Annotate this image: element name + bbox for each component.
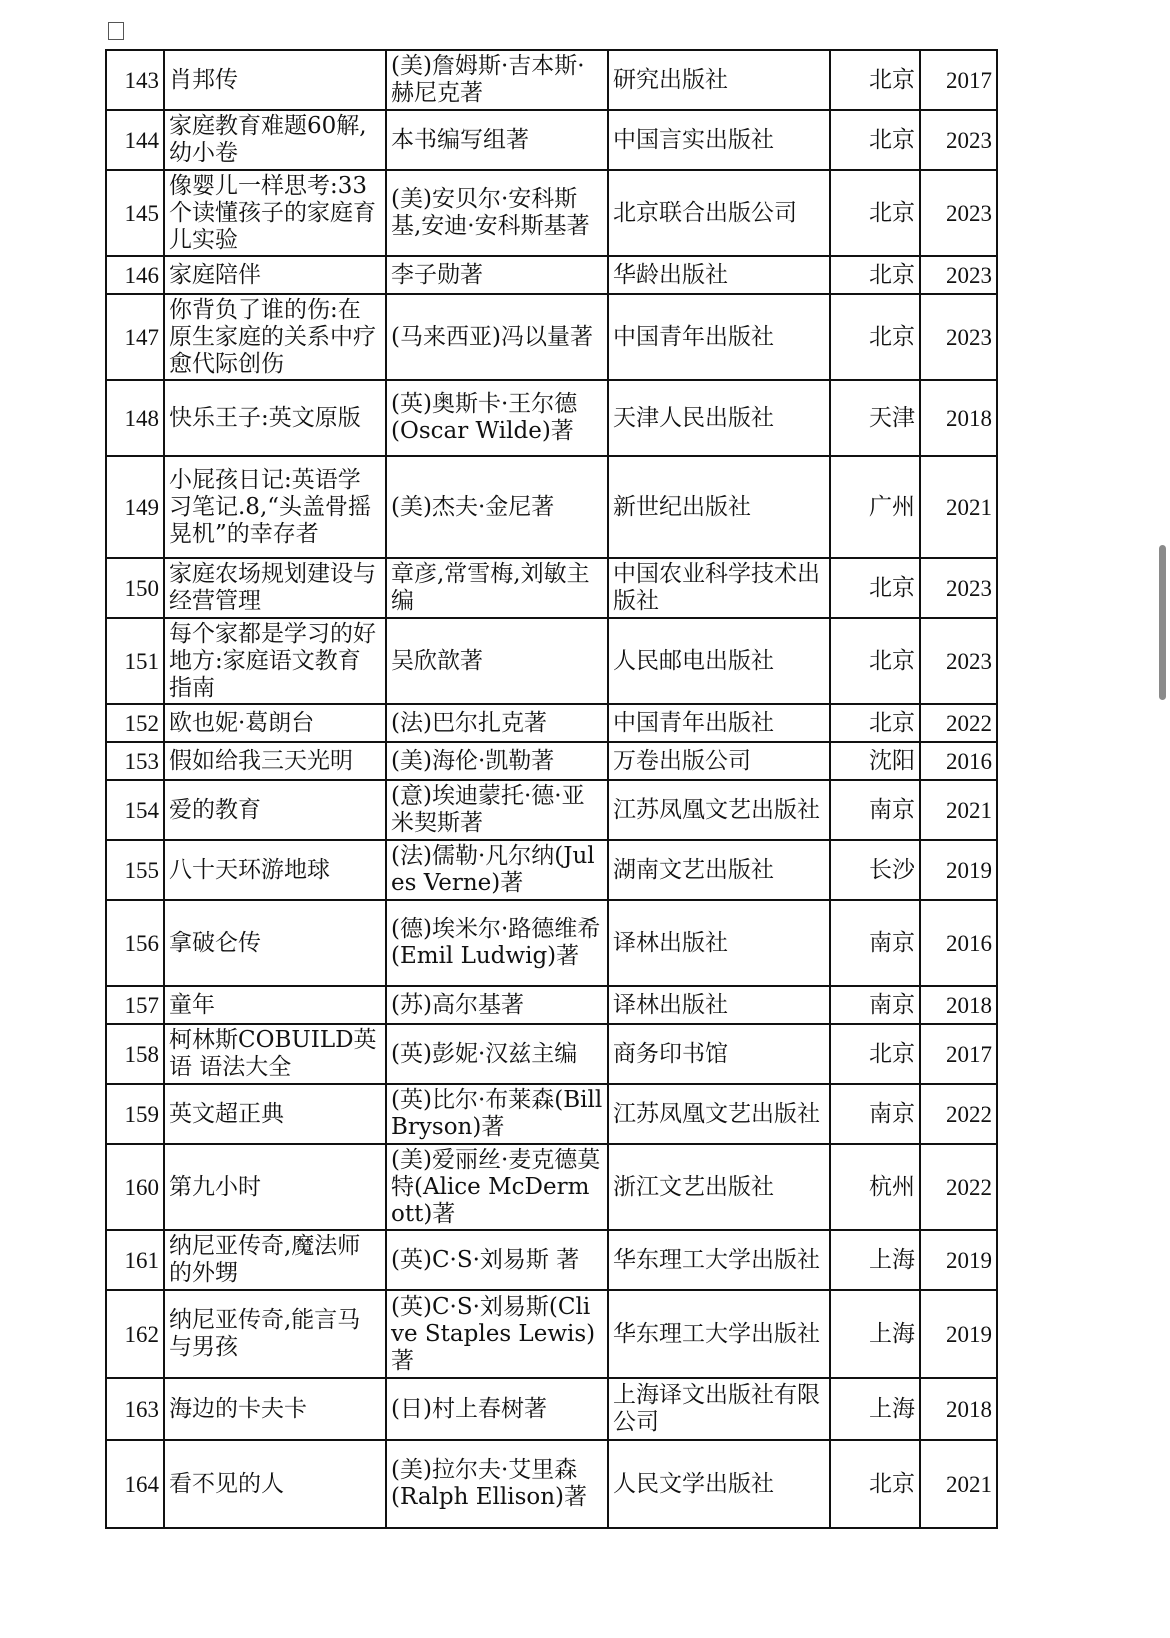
- vertical-scrollbar[interactable]: [1159, 545, 1166, 700]
- table-row: [106, 110, 997, 170]
- row-number: 150: [106, 558, 164, 618]
- publish-year: 2017: [920, 50, 997, 110]
- table-row: [106, 170, 997, 256]
- book-publisher: 华东理工大学出版社: [608, 1230, 830, 1290]
- publish-year: 2023: [920, 558, 997, 618]
- book-publisher: 中国言实出版社: [608, 110, 830, 170]
- publish-year: 2019: [920, 840, 997, 900]
- book-publisher: 商务印书馆: [608, 1024, 830, 1084]
- table-row: [106, 704, 997, 742]
- publish-year: 2022: [920, 1144, 997, 1230]
- table-row: [106, 50, 997, 110]
- book-publisher: 江苏凤凰文艺出版社: [608, 780, 830, 840]
- row-number: 145: [106, 170, 164, 256]
- publish-city: 北京: [830, 256, 920, 294]
- book-author: 吴欣歆著: [386, 618, 608, 704]
- publish-year: 2017: [920, 1024, 997, 1084]
- publish-year: 2023: [920, 294, 997, 380]
- publish-city: 上海: [830, 1290, 920, 1378]
- book-publisher: 上海译文出版社有限公司: [608, 1378, 830, 1440]
- publish-year: 2019: [920, 1290, 997, 1378]
- publish-year: 2021: [920, 780, 997, 840]
- book-author: (日)村上春树著: [386, 1378, 608, 1440]
- publish-city: 北京: [830, 1440, 920, 1528]
- book-publisher: 译林出版社: [608, 900, 830, 986]
- book-publisher: 研究出版社: [608, 50, 830, 110]
- book-title: 家庭陪伴: [164, 256, 386, 294]
- book-title: 小屁孩日记:英语学习笔记.8,“头盖骨摇晃机”的幸存者: [164, 456, 386, 558]
- book-author: 李子勋著: [386, 256, 608, 294]
- book-author: (英)彭妮·汉兹主编: [386, 1024, 608, 1084]
- book-author: (英)C·S·刘易斯 著: [386, 1230, 608, 1290]
- table-row: [106, 1378, 997, 1440]
- row-number: 155: [106, 840, 164, 900]
- publish-year: 2021: [920, 456, 997, 558]
- table-row: [106, 558, 997, 618]
- row-number: 164: [106, 1440, 164, 1528]
- table-row: [106, 1084, 997, 1144]
- publish-year: 2023: [920, 256, 997, 294]
- publish-city: 南京: [830, 986, 920, 1024]
- book-list-table: [105, 49, 998, 1529]
- publish-city: 长沙: [830, 840, 920, 900]
- publish-city: 南京: [830, 900, 920, 986]
- publish-city: 沈阳: [830, 742, 920, 780]
- publish-city: 广州: [830, 456, 920, 558]
- publish-year: 2022: [920, 704, 997, 742]
- table-row: [106, 1024, 997, 1084]
- publish-year: 2018: [920, 380, 997, 456]
- publish-city: 南京: [830, 780, 920, 840]
- book-author: (意)埃迪蒙托·德·亚米契斯著: [386, 780, 608, 840]
- publish-year: 2021: [920, 1440, 997, 1528]
- publish-city: 杭州: [830, 1144, 920, 1230]
- book-title: 快乐王子:英文原版: [164, 380, 386, 456]
- book-title: 你背负了谁的伤:在原生家庭的关系中疗愈代际创伤: [164, 294, 386, 380]
- publish-city: 上海: [830, 1378, 920, 1440]
- book-author: (英)C·S·刘易斯(Clive Staples Lewis)著: [386, 1290, 608, 1378]
- book-author: (德)埃米尔·路德维希(Emil Ludwig)著: [386, 900, 608, 986]
- table-body: [106, 50, 997, 1528]
- book-title: 爱的教育: [164, 780, 386, 840]
- publish-city: 南京: [830, 1084, 920, 1144]
- book-author: (英)比尔·布莱森(Bill Bryson)著: [386, 1084, 608, 1144]
- row-number: 146: [106, 256, 164, 294]
- book-title: 第九小时: [164, 1144, 386, 1230]
- book-title: 纳尼亚传奇,能言马与男孩: [164, 1290, 386, 1378]
- book-author: (英)奥斯卡·王尔德(Oscar Wilde)著: [386, 380, 608, 456]
- book-author: (马来西亚)冯以量著: [386, 294, 608, 380]
- book-author: 本书编写组著: [386, 110, 608, 170]
- row-number: 148: [106, 380, 164, 456]
- row-number: 159: [106, 1084, 164, 1144]
- book-publisher: 北京联合出版公司: [608, 170, 830, 256]
- publish-city: 北京: [830, 618, 920, 704]
- book-publisher: 人民邮电出版社: [608, 618, 830, 704]
- book-author: (美)詹姆斯·吉本斯·赫尼克著: [386, 50, 608, 110]
- publish-year: 2016: [920, 742, 997, 780]
- book-author: (苏)高尔基著: [386, 986, 608, 1024]
- publish-city: 北京: [830, 558, 920, 618]
- book-title: 柯林斯COBUILD英语 语法大全: [164, 1024, 386, 1084]
- row-number: 162: [106, 1290, 164, 1378]
- book-author: (美)海伦·凯勒著: [386, 742, 608, 780]
- table-row: [106, 380, 997, 456]
- book-title: 假如给我三天光明: [164, 742, 386, 780]
- book-author: (法)巴尔扎克著: [386, 704, 608, 742]
- row-number: 156: [106, 900, 164, 986]
- row-number: 152: [106, 704, 164, 742]
- row-number: 147: [106, 294, 164, 380]
- table-row: [106, 986, 997, 1024]
- row-number: 154: [106, 780, 164, 840]
- publish-city: 北京: [830, 294, 920, 380]
- publish-year: 2023: [920, 110, 997, 170]
- book-title: 纳尼亚传奇,魔法师的外甥: [164, 1230, 386, 1290]
- publish-year: 2022: [920, 1084, 997, 1144]
- book-title: 欧也妮·葛朗台: [164, 704, 386, 742]
- book-title: 肖邦传: [164, 50, 386, 110]
- publish-year: 2018: [920, 1378, 997, 1440]
- book-publisher: 华龄出版社: [608, 256, 830, 294]
- publish-city: 北京: [830, 170, 920, 256]
- row-number: 158: [106, 1024, 164, 1084]
- row-number: 153: [106, 742, 164, 780]
- book-author: 章彦,常雪梅,刘敏主编: [386, 558, 608, 618]
- book-title: 像婴儿一样思考:33个读懂孩子的家庭育儿实验: [164, 170, 386, 256]
- table-row: [106, 456, 997, 558]
- table-row: [106, 1440, 997, 1528]
- row-number: 160: [106, 1144, 164, 1230]
- book-title: 每个家都是学习的好地方:家庭语文教育指南: [164, 618, 386, 704]
- book-author: (法)儒勒·凡尔纳(Jules Verne)著: [386, 840, 608, 900]
- publish-city: 北京: [830, 50, 920, 110]
- publish-year: 2023: [920, 618, 997, 704]
- book-author: (美)杰夫·金尼著: [386, 456, 608, 558]
- row-number: 161: [106, 1230, 164, 1290]
- book-publisher: 中国农业科学技术出版社: [608, 558, 830, 618]
- table-row: [106, 840, 997, 900]
- table-row: [106, 294, 997, 380]
- row-number: 149: [106, 456, 164, 558]
- book-publisher: 万卷出版公司: [608, 742, 830, 780]
- table-row: [106, 742, 997, 780]
- publish-city: 上海: [830, 1230, 920, 1290]
- book-author: (美)安贝尔·安科斯基,安迪·安科斯基著: [386, 170, 608, 256]
- table-row: [106, 618, 997, 704]
- row-number: 151: [106, 618, 164, 704]
- book-publisher: 中国青年出版社: [608, 294, 830, 380]
- publish-year: 2023: [920, 170, 997, 256]
- publish-city: 北京: [830, 704, 920, 742]
- select-checkbox[interactable]: [108, 22, 124, 40]
- book-publisher: 天津人民出版社: [608, 380, 830, 456]
- book-publisher: 湖南文艺出版社: [608, 840, 830, 900]
- table-row: [106, 780, 997, 840]
- book-publisher: 人民文学出版社: [608, 1440, 830, 1528]
- book-title: 英文超正典: [164, 1084, 386, 1144]
- row-number: 143: [106, 50, 164, 110]
- table-row: [106, 900, 997, 986]
- book-title: 拿破仑传: [164, 900, 386, 986]
- row-number: 163: [106, 1378, 164, 1440]
- table-row: [106, 256, 997, 294]
- book-author: (美)爱丽丝·麦克德莫特(Alice McDermott)著: [386, 1144, 608, 1230]
- publish-year: 2018: [920, 986, 997, 1024]
- publish-year: 2019: [920, 1230, 997, 1290]
- publish-year: 2016: [920, 900, 997, 986]
- book-publisher: 译林出版社: [608, 986, 830, 1024]
- publish-city: 天津: [830, 380, 920, 456]
- book-publisher: 浙江文艺出版社: [608, 1144, 830, 1230]
- book-publisher: 华东理工大学出版社: [608, 1290, 830, 1378]
- table-row: [106, 1144, 997, 1230]
- book-title: 看不见的人: [164, 1440, 386, 1528]
- book-title: 海边的卡夫卡: [164, 1378, 386, 1440]
- book-publisher: 中国青年出版社: [608, 704, 830, 742]
- book-title: 家庭教育难题60解,幼小卷: [164, 110, 386, 170]
- table-row: [106, 1230, 997, 1290]
- book-author: (美)拉尔夫·艾里森(Ralph Ellison)著: [386, 1440, 608, 1528]
- row-number: 157: [106, 986, 164, 1024]
- book-publisher: 江苏凤凰文艺出版社: [608, 1084, 830, 1144]
- publish-city: 北京: [830, 110, 920, 170]
- book-title: 家庭农场规划建设与经营管理: [164, 558, 386, 618]
- book-title: 童年: [164, 986, 386, 1024]
- row-number: 144: [106, 110, 164, 170]
- book-title: 八十天环游地球: [164, 840, 386, 900]
- publish-city: 北京: [830, 1024, 920, 1084]
- book-publisher: 新世纪出版社: [608, 456, 830, 558]
- table-row: [106, 1290, 997, 1378]
